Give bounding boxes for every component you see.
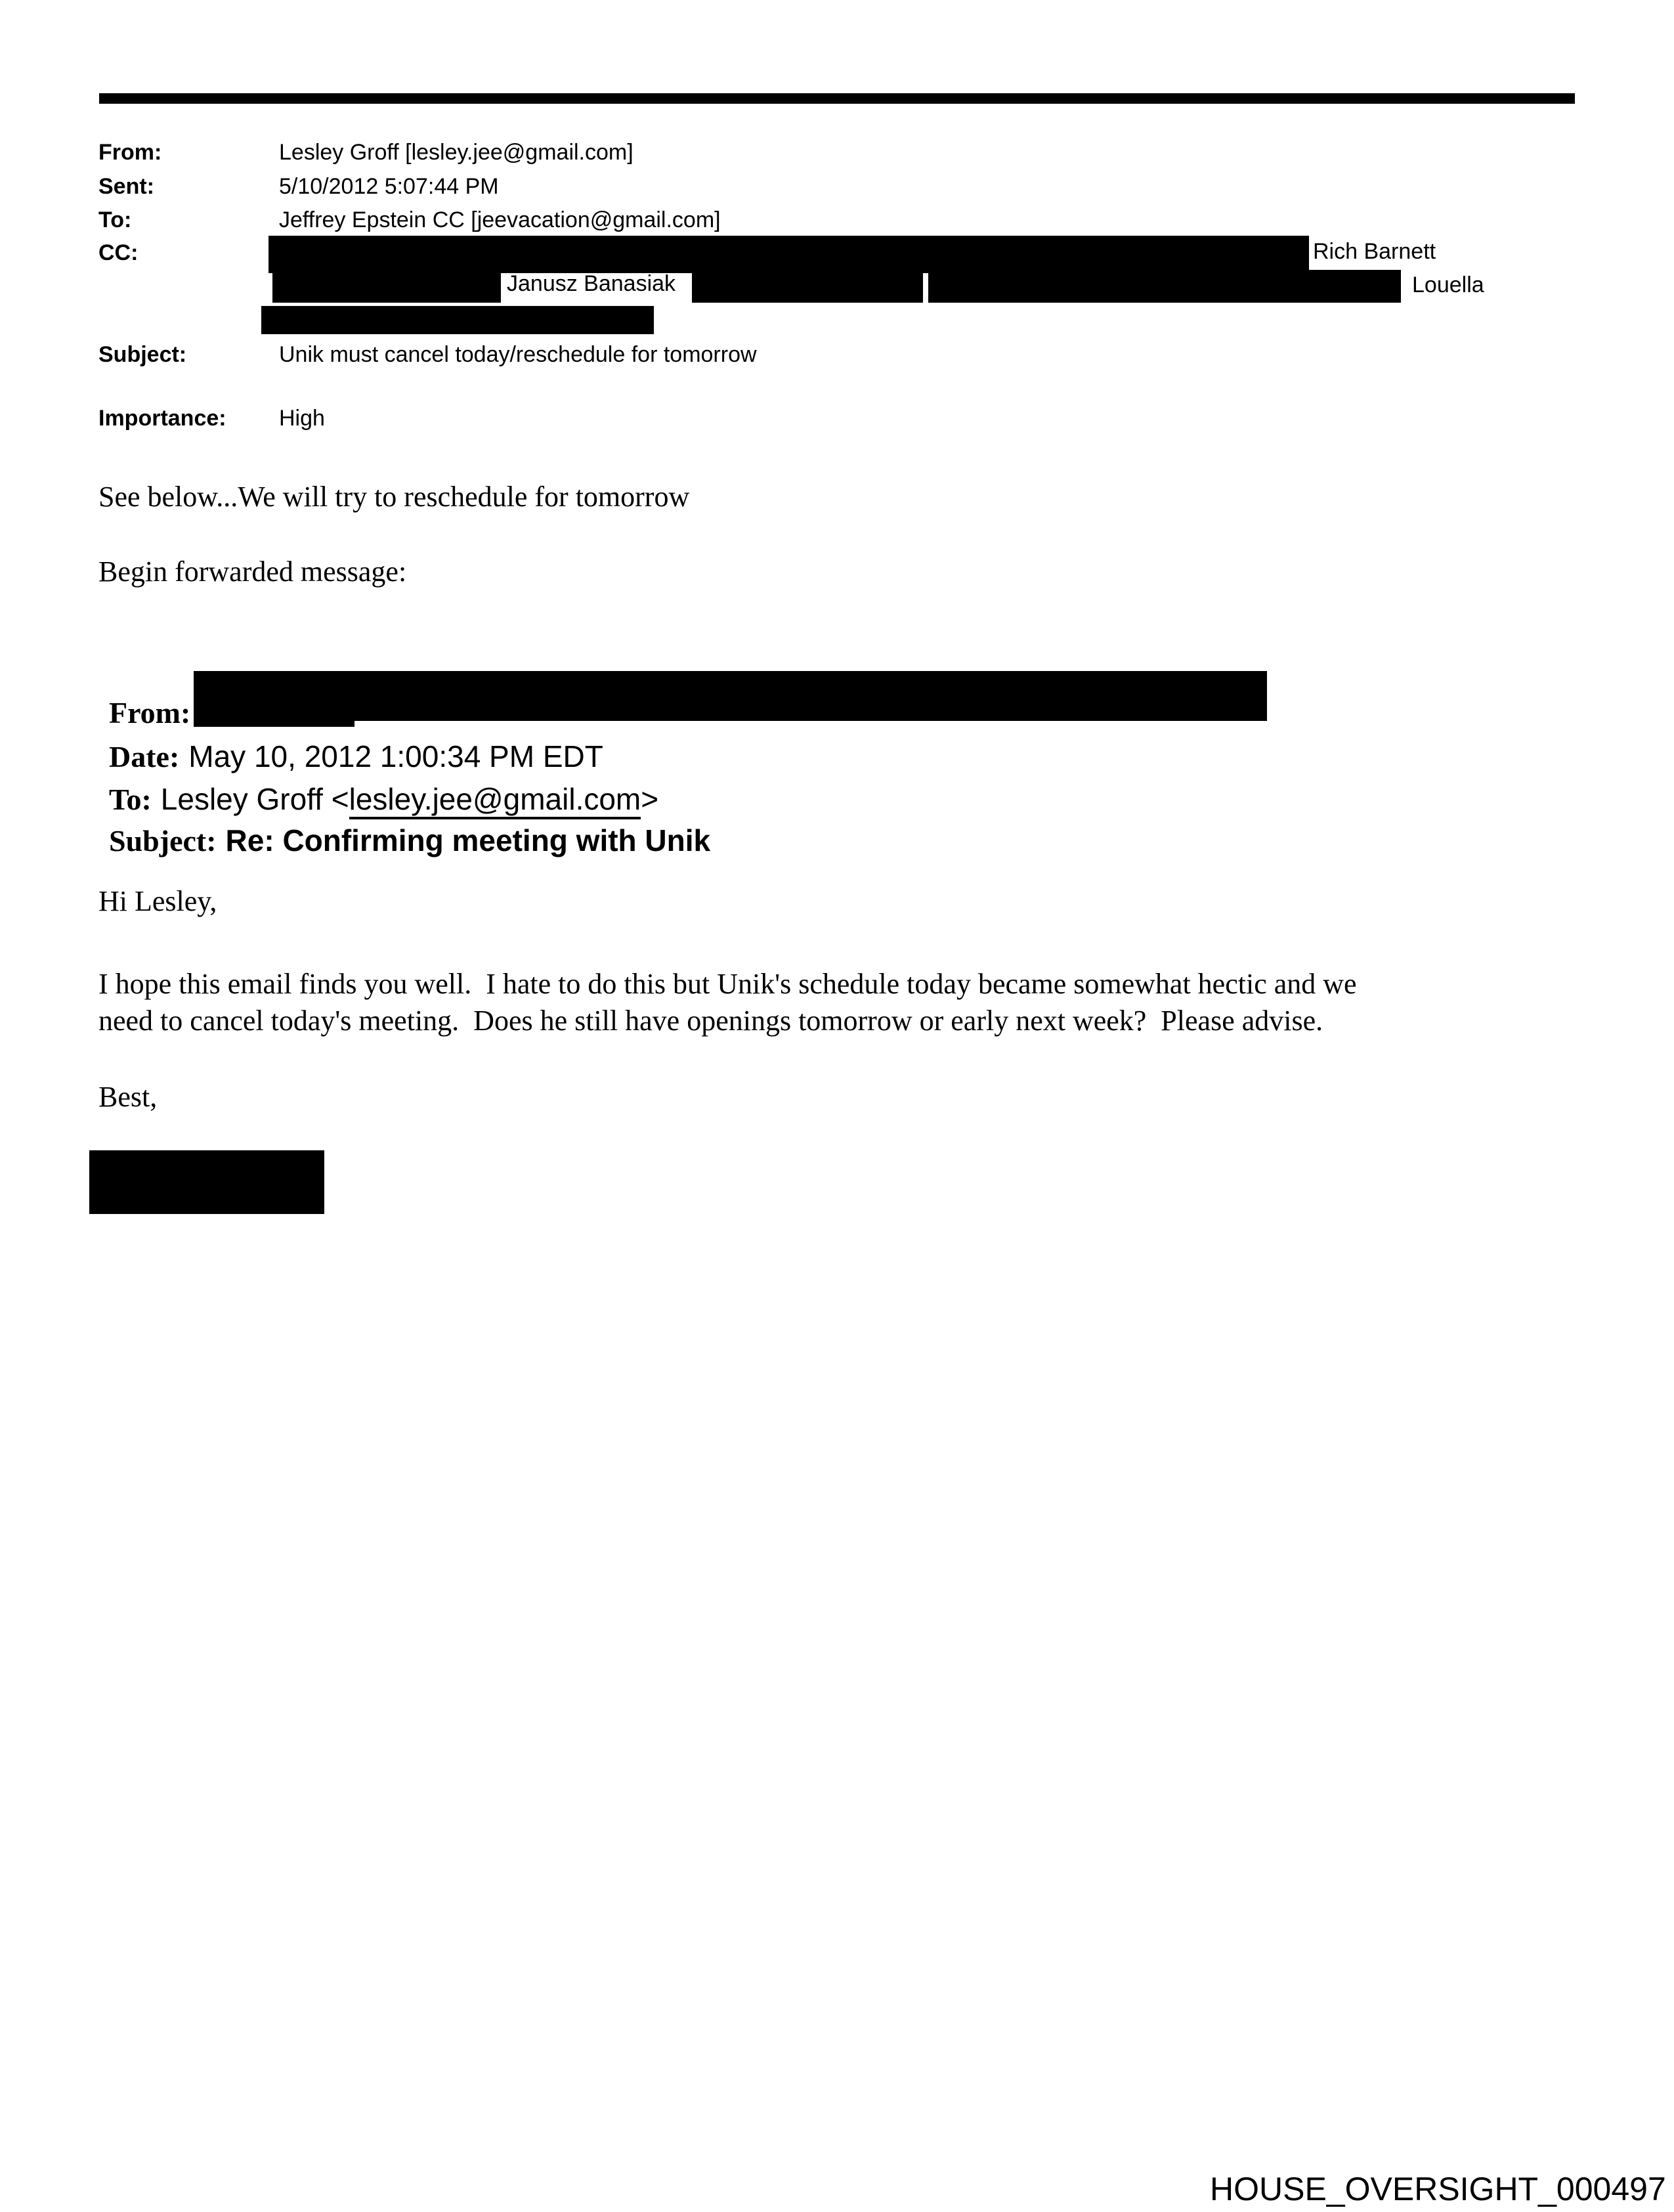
- forwarded-date-label: Date:: [109, 740, 180, 773]
- begin-forwarded-line: Begin forwarded message:: [98, 555, 407, 588]
- forwarded-to-email-link-text: lesley.jee@gmail.com: [349, 782, 641, 819]
- forwarded-from-label: From:: [109, 696, 191, 729]
- forwarded-to-label: To:: [109, 783, 152, 816]
- cc-visible-name-rich-barnett: Rich Barnett: [1313, 239, 1436, 264]
- forwarded-subject-label: Subject:: [109, 824, 217, 857]
- forwarded-date-value: May 10, 2012 1:00:34 PM EDT: [188, 739, 603, 773]
- forwarded-greeting: Hi Lesley,: [98, 885, 217, 917]
- forwarded-closing: Best,: [98, 1081, 158, 1113]
- importance-label: Importance:: [98, 406, 226, 431]
- redaction-bar-cc-5: [261, 306, 654, 334]
- subject-value: Unik must cancel today/reschedule for tomorrow: [279, 342, 757, 367]
- cc-label: CC:: [98, 240, 139, 265]
- cc-visible-name-louella: Louella: [1412, 272, 1484, 297]
- redaction-bar-cc-2: [272, 273, 501, 303]
- subject-label: Subject:: [98, 342, 187, 367]
- importance-value: High: [279, 406, 325, 431]
- redaction-bar-cc-3: [692, 273, 923, 303]
- top-rule: [99, 93, 1575, 104]
- to-value: Jeffrey Epstein CC [jeevacation@gmail.com]: [279, 207, 721, 232]
- redaction-bar-signature: [89, 1150, 324, 1214]
- forwarded-subject-value: Re: Confirming meeting with Unik: [225, 823, 711, 857]
- forwarded-body-line-1: I hope this email finds you well. I hate to do this but Unik's schedule today became somewhat hectic and we: [98, 968, 1357, 1000]
- redaction-bar-cc-4: [928, 270, 1401, 303]
- forwarded-body-line-2: need to cancel today's meeting. Does he still have openings tomorrow or early next week? Please advise.: [98, 1005, 1323, 1037]
- sent-label: Sent:: [98, 174, 154, 199]
- redaction-bar-forwarded-from: [194, 671, 1267, 721]
- cc-visible-name-janusz-banasiak: Janusz Banasiak: [507, 271, 676, 296]
- forwarded-subject-row: [98, 811, 710, 870]
- bates-number: HOUSE_OVERSIGHT_000497: [1210, 2171, 1666, 2207]
- redaction-bar-cc-1: [268, 236, 1309, 273]
- forwarded-to-close-bracket: >: [641, 782, 659, 816]
- from-label: From:: [98, 140, 162, 165]
- redaction-bar-forwarded-from-notch: [194, 721, 354, 727]
- sent-value: 5/10/2012 5:07:44 PM: [279, 174, 499, 199]
- forwarded-to-name: Lesley Groff <: [160, 782, 349, 816]
- to-label: To:: [98, 207, 132, 232]
- body-intro-line: See below...We will try to reschedule for tomorrow: [98, 481, 690, 513]
- from-value: Lesley Groff [lesley.jee@gmail.com]: [279, 140, 633, 165]
